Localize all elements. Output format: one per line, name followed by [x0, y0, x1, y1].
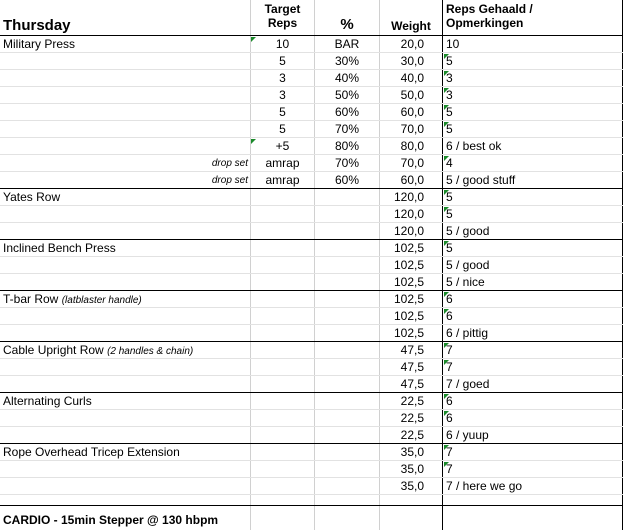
percent-cell[interactable] [315, 342, 379, 359]
table-row [0, 104, 623, 121]
exercise-cell[interactable] [3, 138, 249, 155]
reps-done-cell[interactable]: 5 [446, 54, 453, 68]
grid-line [0, 205, 623, 206]
exercise-cell[interactable] [3, 70, 249, 87]
target-reps-cell[interactable] [251, 291, 314, 308]
grid-line [0, 358, 623, 359]
weight-cell[interactable]: 102,5 [393, 326, 424, 340]
reps-done-cell[interactable]: 5 [446, 207, 453, 221]
target-reps-cell[interactable]: 5 [279, 54, 286, 68]
reps-done-cell[interactable]: 5 [446, 190, 453, 204]
grid-line [0, 505, 623, 506]
reps-done-cell[interactable]: 7 / goed [446, 377, 490, 391]
weight-cell[interactable]: 120,0 [393, 190, 424, 204]
reps-done-cell[interactable]: 6 / best ok [446, 139, 502, 153]
exercise-cell[interactable] [3, 359, 249, 376]
exercise-cell[interactable] [3, 240, 249, 257]
exercise-cell[interactable] [3, 223, 249, 240]
percent-cell[interactable]: 70% [334, 122, 360, 136]
exercise-cell[interactable] [3, 291, 249, 308]
reps-done-cell[interactable]: 6 [446, 394, 453, 408]
percent-cell[interactable]: 70% [334, 156, 360, 170]
table-row [0, 478, 623, 495]
reps-done-cell[interactable]: 7 [446, 445, 453, 459]
reps-done-cell[interactable]: 10 [446, 37, 460, 51]
percent-cell[interactable] [315, 325, 379, 342]
weight-cell[interactable]: 35,0 [400, 462, 424, 476]
weight-cell[interactable]: 102,5 [393, 309, 424, 323]
percent-cell[interactable] [315, 206, 379, 223]
weight-cell[interactable]: 22,5 [400, 411, 424, 425]
target-reps-cell[interactable] [251, 359, 314, 376]
table-row [0, 138, 623, 155]
table-row [0, 36, 623, 53]
table-row [0, 444, 623, 461]
comment-indicator-icon [444, 156, 449, 161]
weight-cell[interactable]: 70,0 [400, 122, 424, 136]
exercise-cell[interactable] [3, 376, 249, 393]
comment-indicator-icon [251, 37, 256, 42]
target-reps-cell[interactable]: 5 [279, 105, 286, 119]
drop-set-note: drop set [211, 158, 248, 169]
weight-cell[interactable]: 30,0 [400, 54, 424, 68]
reps-done-cell[interactable]: 5 / good [446, 224, 490, 238]
table-row [0, 274, 623, 291]
reps-done-cell[interactable]: 7 [446, 343, 453, 357]
weight-cell[interactable]: 102,5 [393, 241, 424, 255]
percent-cell[interactable] [315, 189, 379, 206]
target-reps-cell[interactable]: 3 [279, 88, 286, 102]
grid-line [0, 341, 623, 342]
reps-done-cell[interactable]: 4 [446, 156, 453, 170]
comment-indicator-icon [444, 105, 449, 110]
percent-cell[interactable]: 50% [334, 88, 360, 102]
grid-line [0, 86, 623, 87]
table-row [0, 291, 623, 308]
table-row [0, 206, 623, 223]
exercise-cell[interactable] [3, 325, 249, 342]
percent-cell[interactable] [315, 478, 379, 495]
weight-cell[interactable]: 47,5 [400, 377, 424, 391]
drop-set-note: drop set [211, 175, 248, 186]
percent-cell[interactable] [315, 376, 379, 393]
reps-done-cell[interactable]: 3 [446, 71, 453, 85]
percent-cell[interactable] [315, 359, 379, 376]
reps-done-cell[interactable]: 5 / good stuff [446, 173, 516, 187]
target-reps-cell[interactable] [251, 393, 314, 410]
weight-cell[interactable]: 102,5 [393, 275, 424, 289]
reps-done-cell[interactable]: 7 [446, 462, 453, 476]
grid-line [0, 460, 623, 461]
exercise-cell[interactable] [3, 36, 249, 53]
grid-line [0, 375, 623, 376]
percent-cell[interactable] [315, 444, 379, 461]
grid-line [0, 171, 623, 172]
target-reps-cell[interactable]: +5 [275, 139, 290, 153]
reps-done-cell[interactable]: 5 [446, 105, 453, 119]
exercise-cell[interactable] [3, 53, 249, 70]
table-row [0, 325, 623, 342]
table-row [0, 87, 623, 104]
percent-cell[interactable] [315, 291, 379, 308]
table-row [0, 189, 623, 206]
percent-cell[interactable] [315, 223, 379, 240]
comment-indicator-icon [444, 122, 449, 127]
percent-header[interactable]: % [340, 16, 354, 33]
grid-line [0, 154, 623, 155]
grid-line [0, 426, 623, 427]
target-reps-cell[interactable] [251, 410, 314, 427]
exercise-cell[interactable] [3, 257, 249, 274]
target-reps-cell[interactable] [251, 206, 314, 223]
grid-line [0, 239, 623, 240]
table-row [0, 342, 623, 359]
grid-line [0, 35, 623, 36]
target-reps-cell[interactable] [251, 376, 314, 393]
grid-line [0, 409, 623, 410]
grid-line [0, 392, 623, 393]
percent-cell[interactable]: BAR [334, 37, 360, 51]
table-row [0, 308, 623, 325]
table-row [0, 240, 623, 257]
target-reps-cell[interactable] [251, 274, 314, 291]
exercise-cell[interactable] [3, 461, 249, 478]
comment-indicator-icon [444, 190, 449, 195]
percent-cell[interactable] [315, 410, 379, 427]
percent-cell[interactable] [315, 393, 379, 410]
weight-cell[interactable]: 20,0 [400, 37, 424, 51]
table-row [0, 53, 623, 70]
weight-cell[interactable]: 47,5 [400, 343, 424, 357]
weight-cell[interactable]: 80,0 [400, 139, 424, 153]
comment-indicator-icon [444, 360, 449, 365]
reps-done-cell[interactable]: 7 [446, 360, 453, 374]
exercise-subnote: (2 handles & chain) [107, 346, 194, 357]
reps-done-cell[interactable]: 5 [446, 241, 453, 255]
target-reps-cell[interactable] [251, 189, 314, 206]
reps-done-cell[interactable]: 3 [446, 88, 453, 102]
percent-cell[interactable] [315, 427, 379, 444]
weight-cell[interactable]: 70,0 [400, 156, 424, 170]
grid-line [0, 52, 623, 53]
percent-cell[interactable] [315, 274, 379, 291]
percent-cell[interactable]: 80% [334, 139, 360, 153]
grid-line [0, 222, 623, 223]
exercise-cell[interactable] [3, 87, 249, 104]
grid-line [250, 0, 251, 530]
grid-line [0, 443, 623, 444]
table-row [0, 223, 623, 240]
comment-indicator-icon [251, 139, 256, 144]
weight-cell[interactable]: 60,0 [400, 105, 424, 119]
weight-cell[interactable]: 35,0 [400, 479, 424, 493]
percent-cell[interactable]: 30% [334, 54, 360, 68]
target-reps-cell[interactable]: 5 [279, 122, 286, 136]
table-row [0, 461, 623, 478]
grid-line [0, 103, 623, 104]
weight-cell[interactable]: 60,0 [400, 173, 424, 187]
comment-indicator-icon [444, 88, 449, 93]
exercise-cell[interactable] [3, 427, 249, 444]
target-reps-cell[interactable] [251, 444, 314, 461]
reps-done-cell[interactable]: 6 [446, 309, 453, 323]
percent-cell[interactable]: 40% [334, 71, 360, 85]
weight-cell[interactable]: 22,5 [400, 394, 424, 408]
table-row [0, 427, 623, 444]
percent-cell[interactable]: 60% [334, 105, 360, 119]
grid-line [0, 273, 623, 274]
reps-done-cell[interactable]: 6 [446, 292, 453, 306]
reps-done-cell[interactable]: 5 [446, 122, 453, 136]
target-reps-cell[interactable]: 10 [275, 37, 290, 51]
grid-line [379, 0, 380, 530]
target-reps-cell[interactable] [251, 325, 314, 342]
grid-line [0, 307, 623, 308]
reps-done-cell[interactable]: 5 / good [446, 258, 490, 272]
grid-line [0, 120, 623, 121]
grid-line [0, 256, 623, 257]
exercise-name: Inclined Bench Press [3, 241, 116, 255]
exercise-name: Cable Upright Row [3, 343, 104, 357]
percent-cell[interactable] [315, 240, 379, 257]
grid-line [442, 0, 443, 530]
exercise-name: Military Press [3, 37, 76, 51]
comment-indicator-icon [444, 411, 449, 416]
exercise-name: Rope Overhead Tricep Extension [3, 445, 180, 459]
exercise-cell[interactable] [3, 121, 249, 138]
target-reps-cell[interactable] [251, 223, 314, 240]
grid-line [0, 69, 623, 70]
target-reps-cell[interactable] [251, 257, 314, 274]
weight-cell[interactable]: 35,0 [400, 445, 424, 459]
grid-line [0, 137, 623, 138]
comment-indicator-icon [444, 71, 449, 76]
reps-done-cell[interactable]: 5 / nice [446, 275, 485, 289]
target-reps-cell[interactable] [251, 308, 314, 325]
target-reps-cell[interactable]: amrap [265, 156, 300, 170]
target-reps-cell[interactable]: 3 [279, 71, 286, 85]
exercise-cell[interactable] [3, 444, 249, 461]
target-reps-cell[interactable] [251, 240, 314, 257]
exercise-subnote: (latblaster handle) [61, 295, 142, 306]
grid-line [0, 290, 623, 291]
reps-done-cell[interactable]: 7 / here we go [446, 479, 523, 493]
exercise-name: Alternating Curls [3, 394, 92, 408]
exercise-cell[interactable] [3, 342, 249, 359]
target-reps-cell[interactable] [251, 461, 314, 478]
target-reps-cell[interactable] [251, 478, 314, 495]
target-reps-cell[interactable] [251, 342, 314, 359]
exercise-cell[interactable] [3, 206, 249, 223]
weight-cell[interactable]: 120,0 [393, 224, 424, 238]
table-row [0, 393, 623, 410]
grid-line [0, 494, 623, 495]
table-row [0, 121, 623, 138]
exercise-cell[interactable] [3, 410, 249, 427]
table-row [0, 155, 623, 172]
grid-line [0, 324, 623, 325]
grid-line [0, 477, 623, 478]
reps-done-cell[interactable]: 6 / yuup [446, 428, 489, 442]
weight-cell[interactable]: 40,0 [400, 71, 424, 85]
weight-cell[interactable]: 102,5 [393, 292, 424, 306]
table-row [0, 172, 623, 189]
target-reps-header[interactable]: Target Reps [264, 2, 301, 30]
exercise-cell[interactable] [3, 308, 249, 325]
exercise-cell[interactable] [3, 104, 249, 121]
table-row [0, 359, 623, 376]
exercise-cell[interactable] [3, 393, 249, 410]
comment-indicator-icon [444, 292, 449, 297]
percent-cell[interactable] [315, 461, 379, 478]
table-row [0, 376, 623, 393]
comment-indicator-icon [444, 241, 449, 246]
weight-cell[interactable]: 102,5 [393, 258, 424, 272]
percent-cell[interactable] [315, 257, 379, 274]
grid-line [0, 188, 623, 189]
reps-done-cell[interactable]: 6 [446, 411, 453, 425]
comment-indicator-icon [444, 54, 449, 59]
comment-indicator-icon [444, 343, 449, 348]
weight-cell[interactable]: 50,0 [400, 88, 424, 102]
day-header[interactable]: Thursday [3, 17, 71, 34]
exercise-name: T-bar Row [3, 292, 59, 306]
comment-indicator-icon [444, 394, 449, 399]
weight-cell[interactable]: 22,5 [400, 428, 424, 442]
grid-line [314, 0, 315, 530]
weight-header[interactable]: Weight [391, 19, 431, 33]
cardio-note[interactable]: CARDIO - 15min Stepper @ 130 hbpm [3, 513, 219, 527]
target-reps-cell[interactable]: amrap [265, 173, 300, 187]
comment-indicator-icon [444, 207, 449, 212]
table-row [0, 410, 623, 427]
table-row [0, 257, 623, 274]
comment-indicator-icon [444, 445, 449, 450]
comment-indicator-icon [444, 309, 449, 314]
percent-cell[interactable]: 60% [334, 173, 360, 187]
percent-cell[interactable] [315, 308, 379, 325]
exercise-cell[interactable] [3, 189, 249, 206]
weight-cell[interactable]: 120,0 [393, 207, 424, 221]
comment-indicator-icon [444, 462, 449, 467]
target-reps-cell[interactable] [251, 427, 314, 444]
reps-done-header[interactable]: Reps Gehaald / Opmerkingen [446, 2, 533, 30]
exercise-cell[interactable] [3, 478, 249, 495]
reps-done-cell[interactable]: 6 / pittig [446, 326, 489, 340]
exercise-name: Yates Row [3, 190, 61, 204]
table-row [0, 70, 623, 87]
weight-cell[interactable]: 47,5 [400, 360, 424, 374]
exercise-cell[interactable] [3, 274, 249, 291]
